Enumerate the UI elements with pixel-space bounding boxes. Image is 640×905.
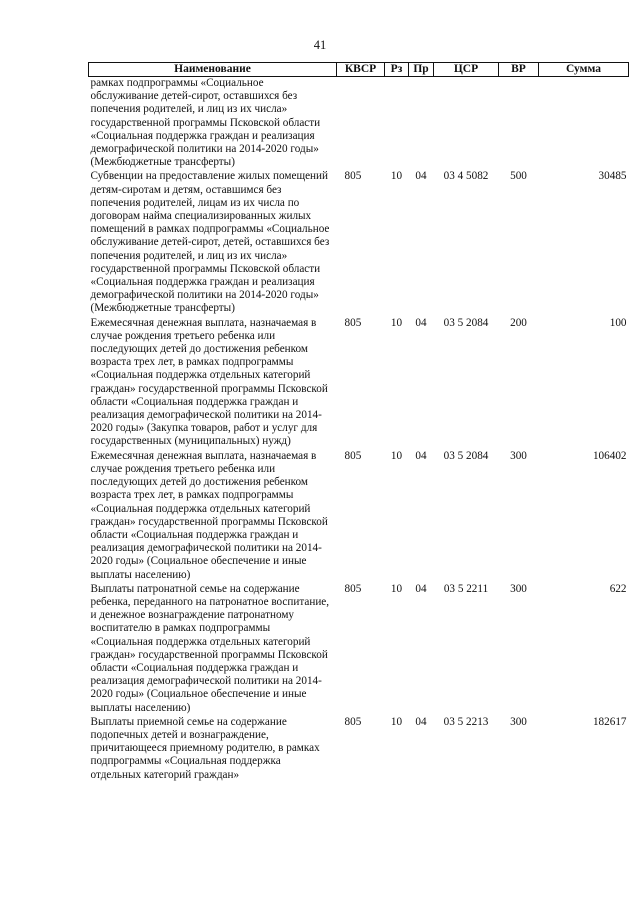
cell-vr: 300 [510, 582, 527, 595]
cell-name: Выплаты патронатной семье на содержание ребенка, переданного на патронатное воспитание, и денежное вознаграждение патронатному воспитателю в рамках подпрограммы «Социальная поддержка отдельных категорий граждан» государственной программы Псковской области «Социальная поддержка граждан и реализация демографической политики на 2014-2020 годы» (Социальное обеспечение и иные выплаты населению) [90, 582, 330, 714]
cell-kvsr [337, 77, 385, 171]
cell-name: Ежемесячная денежная выплата, назначаемая в случае рождения третьего ребенка или последующих детей до достижения ребенком возраста трех лет, в рамках подпрограммы «Социальная поддержка отдельных категорий граждан» государственной программы Псковской области «Социальная поддержка граждан и реализация демографической политики на 2014-2020 годы» (Социальное обеспечение и иные выплаты населению) [90, 449, 328, 581]
cell-csr: 03 5 2211 [443, 582, 489, 595]
cell-kvsr: 805 [344, 316, 362, 329]
cell-pr: 04 [415, 715, 427, 728]
cell-csr: 03 5 2084 [443, 449, 489, 462]
cell-csr [434, 77, 499, 171]
cell-vr: 300 [510, 715, 527, 728]
cell-sum: 30485 [598, 170, 627, 183]
cell-vr: 200 [510, 316, 527, 329]
cell-pr [409, 77, 434, 171]
table-row [89, 583, 629, 716]
cell-name: рамках подпрограммы «Социальное обслуживание детей-сирот, оставшихся без попечения родителей, и лиц из их числа» государственной программы Псковской области «Социальная поддержка граждан и реализация демографической политики на 2014-2020 годы» (Межбюджетные трансферты) [90, 77, 321, 169]
table-row [89, 716, 629, 783]
cell-kvsr: 805 [344, 170, 362, 183]
cell-rz [385, 77, 409, 171]
cell-pr: 04 [415, 316, 427, 329]
table-header [89, 63, 629, 77]
cell-vr: 500 [510, 170, 527, 183]
header-pr: Пр [409, 63, 434, 77]
cell-kvsr: 805 [344, 582, 362, 595]
cell-rz: 10 [390, 170, 403, 183]
cell-pr: 04 [415, 449, 427, 462]
cell-name: Выплаты приемной семье на содержание подопечных детей и вознаграждение, причитающееся приемному родителю, в рамках подпрограммы «Социальная поддержка отдельных категорий граждан» [90, 715, 320, 781]
header-vr: ВР [499, 63, 539, 77]
cell-pr: 04 [415, 170, 427, 183]
table-row [89, 170, 629, 316]
header-sum: Сумма [539, 63, 629, 77]
budget-table [88, 62, 629, 783]
cell-rz: 10 [390, 449, 403, 462]
cell-kvsr: 805 [344, 715, 362, 728]
table-row [89, 317, 629, 450]
cell-rz: 10 [390, 715, 403, 728]
cell-sum: 622 [609, 582, 627, 595]
cell-sum: 182617 [592, 715, 627, 728]
header-row [89, 63, 629, 77]
cell-vr: 300 [510, 449, 527, 462]
cell-sum [539, 77, 629, 171]
cell-vr [499, 77, 539, 171]
table-row [89, 450, 629, 583]
cell-name: Ежемесячная денежная выплата, назначаемая в случае рождения третьего ребенка или последующих детей до достижения ребенком возраста трех лет, в рамках подпрограммы «Социальная поддержка отдельных категорий граждан» государственной программы Псковской области «Социальная поддержка граждан и реализация демографической политики на 2014-2020 годы» (Закупка товаров, работ и услуг для государственных (муниципальных) нужд) [90, 316, 328, 448]
table-body [89, 77, 629, 783]
cell-rz: 10 [390, 582, 403, 595]
cell-name: Субвенции на предоставление жилых помещений детям-сиротам и детям, оставшимся без попечения родителей, лицам из их числа по договорам найма специализированных жилых помещений в рамках подпрограммы «Социальное обслуживание детей-сирот, детей, оставшихся без попечения родителей, и лиц из их числа» государственной программы Псковской области «Социальная поддержка граждан и реализация демографической политики на 2014-2020 годы» (Межбюджетные трансферты) [90, 170, 330, 315]
cell-csr: 03 5 2213 [443, 715, 489, 728]
cell-sum: 106402 [592, 449, 627, 462]
cell-rz: 10 [390, 316, 403, 329]
cell-kvsr: 805 [344, 449, 362, 462]
budget-table-container [88, 62, 628, 783]
cell-csr: 03 5 2084 [443, 316, 489, 329]
table-row [89, 77, 629, 171]
header-csr: ЦСР [434, 63, 499, 77]
header-name: Наименование [89, 63, 337, 77]
header-rz: Рз [385, 63, 409, 77]
cell-sum: 100 [609, 316, 627, 329]
header-kvsr: КВСР [337, 63, 385, 77]
cell-pr: 04 [415, 582, 427, 595]
cell-csr: 03 4 5082 [443, 170, 489, 183]
page-number: 41 [313, 38, 327, 52]
